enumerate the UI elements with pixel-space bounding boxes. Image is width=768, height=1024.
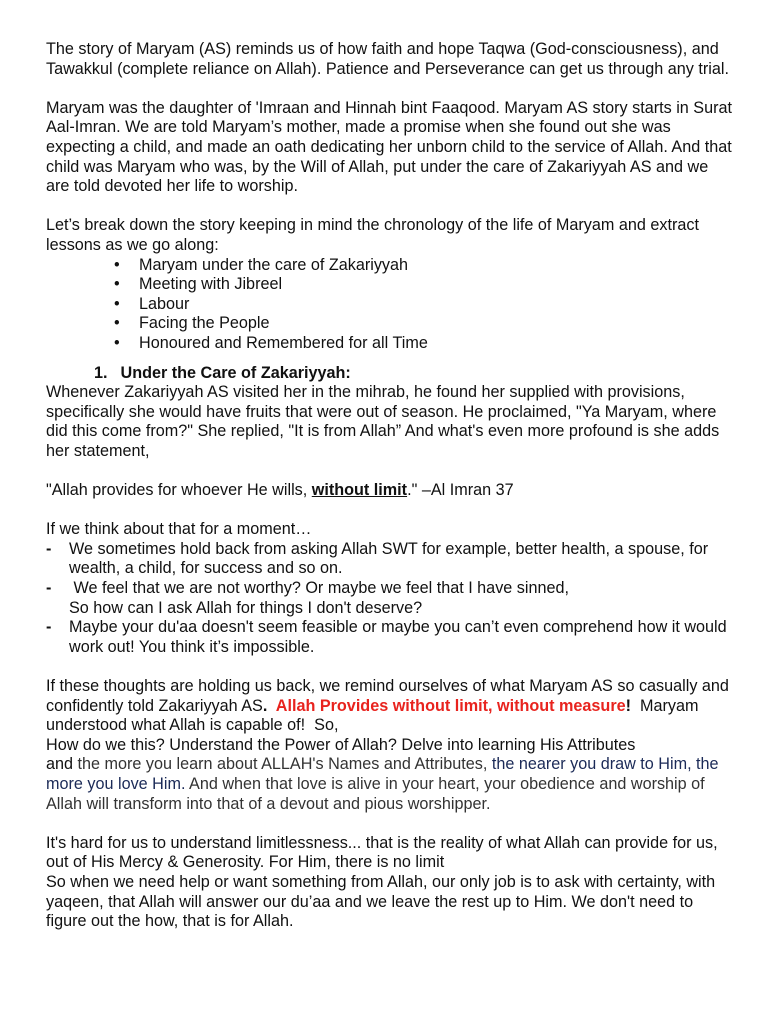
- section-number: 1.: [94, 363, 108, 382]
- quran-quote: [46, 481, 736, 501]
- spacer: [46, 657, 736, 677]
- reminder-text: If these thoughts are holding us back, we remind ourselves of what Maryam AS so casually and confidently told Zakariyyah AS: [46, 677, 734, 715]
- spacer: [46, 197, 736, 217]
- list-item: • Facing the People: [46, 314, 736, 334]
- spacer: [46, 79, 736, 99]
- section-title: Under the Care of Zakariyyah:: [120, 363, 351, 382]
- attributes-text: the more you learn about ALLAH's Names and Attributes,: [73, 755, 488, 774]
- chronology-list: [46, 256, 736, 354]
- quote-reference: ." –Al Imran 37: [407, 481, 514, 500]
- spacer: [46, 814, 736, 834]
- attributes-rest: And when that love is alive in your heart, your obedience and worship of Allah will transform into that of a devout and pious worshipper.: [46, 774, 705, 813]
- quote-text: "Allah provides for whoever He wills,: [46, 481, 312, 500]
- dash-marker: -: [46, 579, 52, 598]
- list-item: • Labour: [46, 295, 736, 315]
- reminder-paragraph: [46, 677, 736, 736]
- dash-item-text: We sometimes hold back from asking Allah SWT for example, better health, a spouse, for wealth, a child, for success and so on.: [69, 539, 709, 578]
- attributes-and: and: [46, 755, 74, 774]
- reminder-period: .: [262, 696, 268, 715]
- limitless-paragraph: It's hard for us to understand limitlessness... that is the reality of what Allah can provide for us, out of His Mercy & Generosity. For Him, there is no limit: [46, 833, 718, 872]
- spacer: [46, 461, 736, 481]
- highlight-exclamation: !: [625, 696, 632, 715]
- section-heading: [46, 364, 736, 384]
- chronology-intro-paragraph: Let’s break down the story keeping in mind the chronology of the life of Maryam and extract lessons as we go along:: [46, 216, 699, 254]
- dash-marker: -: [46, 618, 52, 637]
- reminder-text-end: Maryam understood what Allah is capable of! So,: [46, 696, 703, 735]
- spacer: [46, 501, 736, 521]
- quote-emphasis: without limit: [311, 481, 408, 500]
- dash-marker: -: [46, 539, 52, 558]
- list-item: • Maryam under the care of Zakariyyah: [46, 256, 736, 276]
- reflection-intro: If we think about that for a moment…: [46, 520, 312, 539]
- attributes-highlight: the nearer you draw to Him, the more you love Him.: [46, 755, 719, 793]
- list-item: • Honoured and Remembered for all Time: [46, 334, 736, 354]
- closing-paragraph: So when we need help or want something from Allah, our only job is to ask with certainty, with yaqeen, that Allah will answer our du’aa and we leave the rest up to Him. We don't need to figure out the how, that is for Allah.: [46, 872, 716, 931]
- mihrab-paragraph: Whenever Zakariyyah AS visited her in the mihrab, he found her supplied with provisions, specifically she would have fruits that were out of season. He proclaimed, "Ya Maryam, where did this come from?" She replied, "It is from Allah” And what's even more profound is she adds her statement,: [46, 383, 720, 460]
- list-item: • Meeting with Jibreel: [46, 275, 736, 295]
- document-page: [46, 40, 736, 932]
- dash-item: [46, 579, 736, 599]
- attributes-paragraph: [46, 736, 736, 814]
- highlight-text: Allah Provides without limit, without measure: [267, 696, 626, 715]
- attributes-question: How do we this? Understand the Power of Allah? Delve into learning His Attributes: [46, 735, 636, 754]
- dash-item-text: Maybe your du'aa doesn't seem feasible or maybe you can’t even comprehend how it would work out! You think it’s impossible.: [69, 618, 727, 656]
- dash-item-text: We feel that we are not worthy? Or maybe we feel that I have sinned,: [69, 579, 569, 598]
- dash-item-continuation: So how can I ask Allah for things I don't deserve?: [69, 598, 423, 617]
- intro-paragraph: The story of Maryam (AS) reminds us of how faith and hope Taqwa (God-consciousness), and Tawakkul (complete reliance on Allah). Patience and Perseverance can get us through any trial.: [46, 40, 729, 78]
- background-paragraph: Maryam was the daughter of 'Imraan and Hinnah bint Faaqood. Maryam AS story starts in Surat Aal-Imran. We are told Maryam’s mother, made a promise when she found out she was expecting a child, and made an oath dedicating her unborn child to the service of Allah. And that child was Maryam who was, by the Will of Allah, put under the care of Zakariyyah AS and we are told devoted her life to worship.: [46, 98, 732, 196]
- dash-item: [46, 618, 736, 657]
- dash-item: [46, 540, 736, 579]
